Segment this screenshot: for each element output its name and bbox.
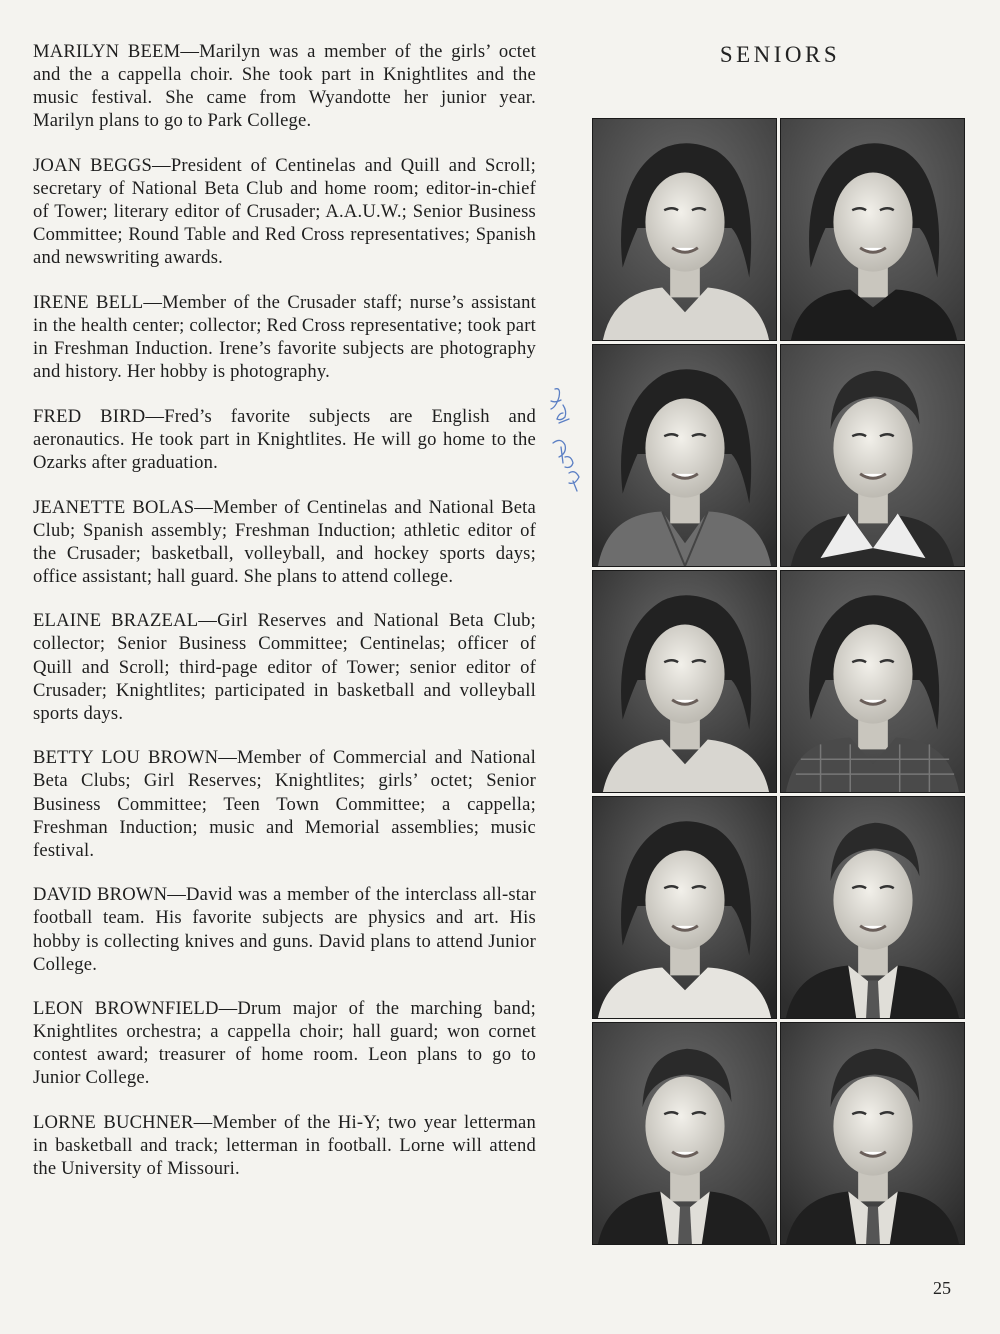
bio-david-brown: DAVID BROWN—David was a member of the interclass all-star football team. His favorite subjects are physics and art. His hobby is collecting knives and guns. David plans to attend Junior College.: [33, 884, 536, 975]
page-number: 25: [933, 1278, 951, 1298]
bio-betty-lou-brown: BETTY LOU BROWN—Member of Commercial and National Beta Clubs; Girl Reserves; Knightlites; girls’ octet; Senior Business Committee; Teen Town Committee; a cappella; Freshman Induction; music and Memorial assemblies; music festival.: [33, 747, 536, 861]
senior-portrait-photo: [592, 796, 777, 1019]
senior-portrait-photo: [780, 344, 965, 567]
bio-leon-brownfield: LEON BROWNFIELD—Drum major of the marching band; Knightlites orchestra; a cappella choir; hall guard; won cornet contest award; treasurer of home room. Leon plans to go to Junior College.: [33, 998, 536, 1089]
bio-joan-beggs: JOAN BEGGS—President of Centinelas and Quill and Scroll; secretary of National Beta Club and home room; editor-in-chief of Tower; literary editor of Crusader; A.A.U.W.; Senior Business Committee; Round Table and Red Cross representatives; Spanish and newswriting awards.: [33, 154, 536, 269]
bio-fred-bird: FRED BIRD—Fred’s favorite subjects are English and aeronautics. He took part in Knightlites. He will go home to the Ozarks after graduation.: [33, 405, 536, 473]
bio-lorne-buchner: LORNE BUCHNER—Member of the Hi-Y; two year letterman in basketball and track; letterman in football. Lorne will attend the University of Missouri.: [33, 1112, 536, 1180]
senior-portrait-photo: [780, 118, 965, 341]
senior-portrait-photo: [780, 1022, 965, 1245]
senior-portrait-grid: [592, 118, 969, 1245]
senior-portrait-photo: [780, 570, 965, 793]
bio-irene-bell: IRENE BELL—Member of the Crusader staff; nurse’s assistant in the health center; collector; Red Cross representative; took part in Freshman Induction. Irene’s favorite subjects are photography and history. Her hobby is photography.: [33, 291, 536, 383]
senior-portrait-photo: [592, 1022, 777, 1245]
senior-bios: [33, 40, 536, 1180]
bio-jeanette-bolas: JEANETTE BOLAS—Member of Centinelas and National Beta Club; Spanish assembly; Freshman Induction; athletic editor of the Crusader; basketball, volleyball, and hockey sports days; office assistant; hall guard. She plans to attend college.: [33, 496, 536, 587]
senior-portrait-photo: [592, 570, 777, 793]
bio-marilyn-beem: MARILYN BEEM—Marilyn was a member of the girls’ octet and the a cappella choir. She took part in Knightlites and the music festival. She came from Wyandotte her junior year. Marilyn plans to go to Park College.: [33, 41, 536, 132]
section-title: SENIORS: [719, 42, 841, 67]
handwritten-signature: [543, 385, 583, 495]
senior-portrait-photo: [592, 344, 777, 567]
bio-elaine-brazeal: ELAINE BRAZEAL—Girl Reserves and National Beta Club; collector; Senior Business Committee; Centinelas; officer of Quill and Scroll; third-page editor of Tower; senior editor of Crusader; Knightlites; participated in basketball and volleyball sports days.: [33, 610, 536, 724]
senior-portrait-photo: [780, 796, 965, 1019]
senior-portrait-photo: [592, 118, 777, 341]
